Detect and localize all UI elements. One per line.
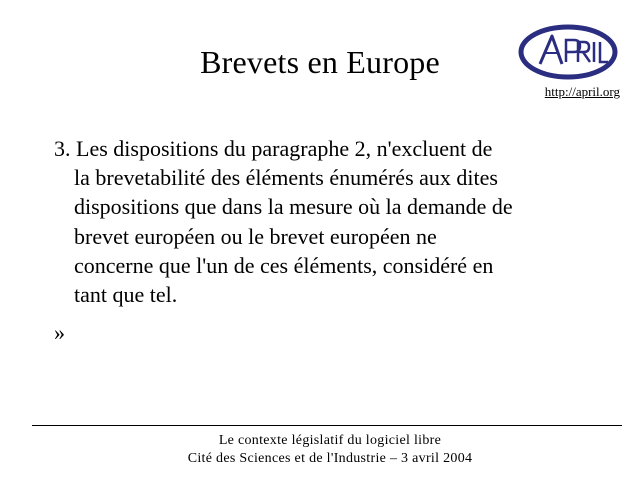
slide-title: Brevets en Europe	[200, 44, 440, 80]
paragraph-line: dispositions que dans la mesure où la demande de	[74, 194, 513, 220]
footer-line-1: Le contexte législatif du logiciel libre	[218, 433, 442, 448]
april-logo-icon	[518, 24, 618, 80]
footer-divider	[32, 425, 622, 426]
paragraph-line: tant que tel.	[74, 282, 178, 308]
footer-line-2: Cité des Sciences et de l'Industrie – 3 avril 2004	[187, 451, 473, 466]
paragraph-line: concerne que l'un de ces éléments, considéré en	[74, 252, 494, 278]
footer	[0, 432, 640, 468]
paragraph-line: brevet européen ou le brevet européen ne	[74, 223, 437, 249]
paragraph-line: 3. Les dispositions du paragraphe 2, n'excluent de	[54, 136, 493, 161]
april-logo	[518, 24, 618, 80]
paragraph-line: la brevetabilité des éléments énumérés aux dites	[74, 165, 498, 191]
april-url-link[interactable]: http://april.org	[544, 84, 620, 99]
body-paragraph	[54, 134, 604, 309]
closing-quote: »	[54, 320, 65, 345]
